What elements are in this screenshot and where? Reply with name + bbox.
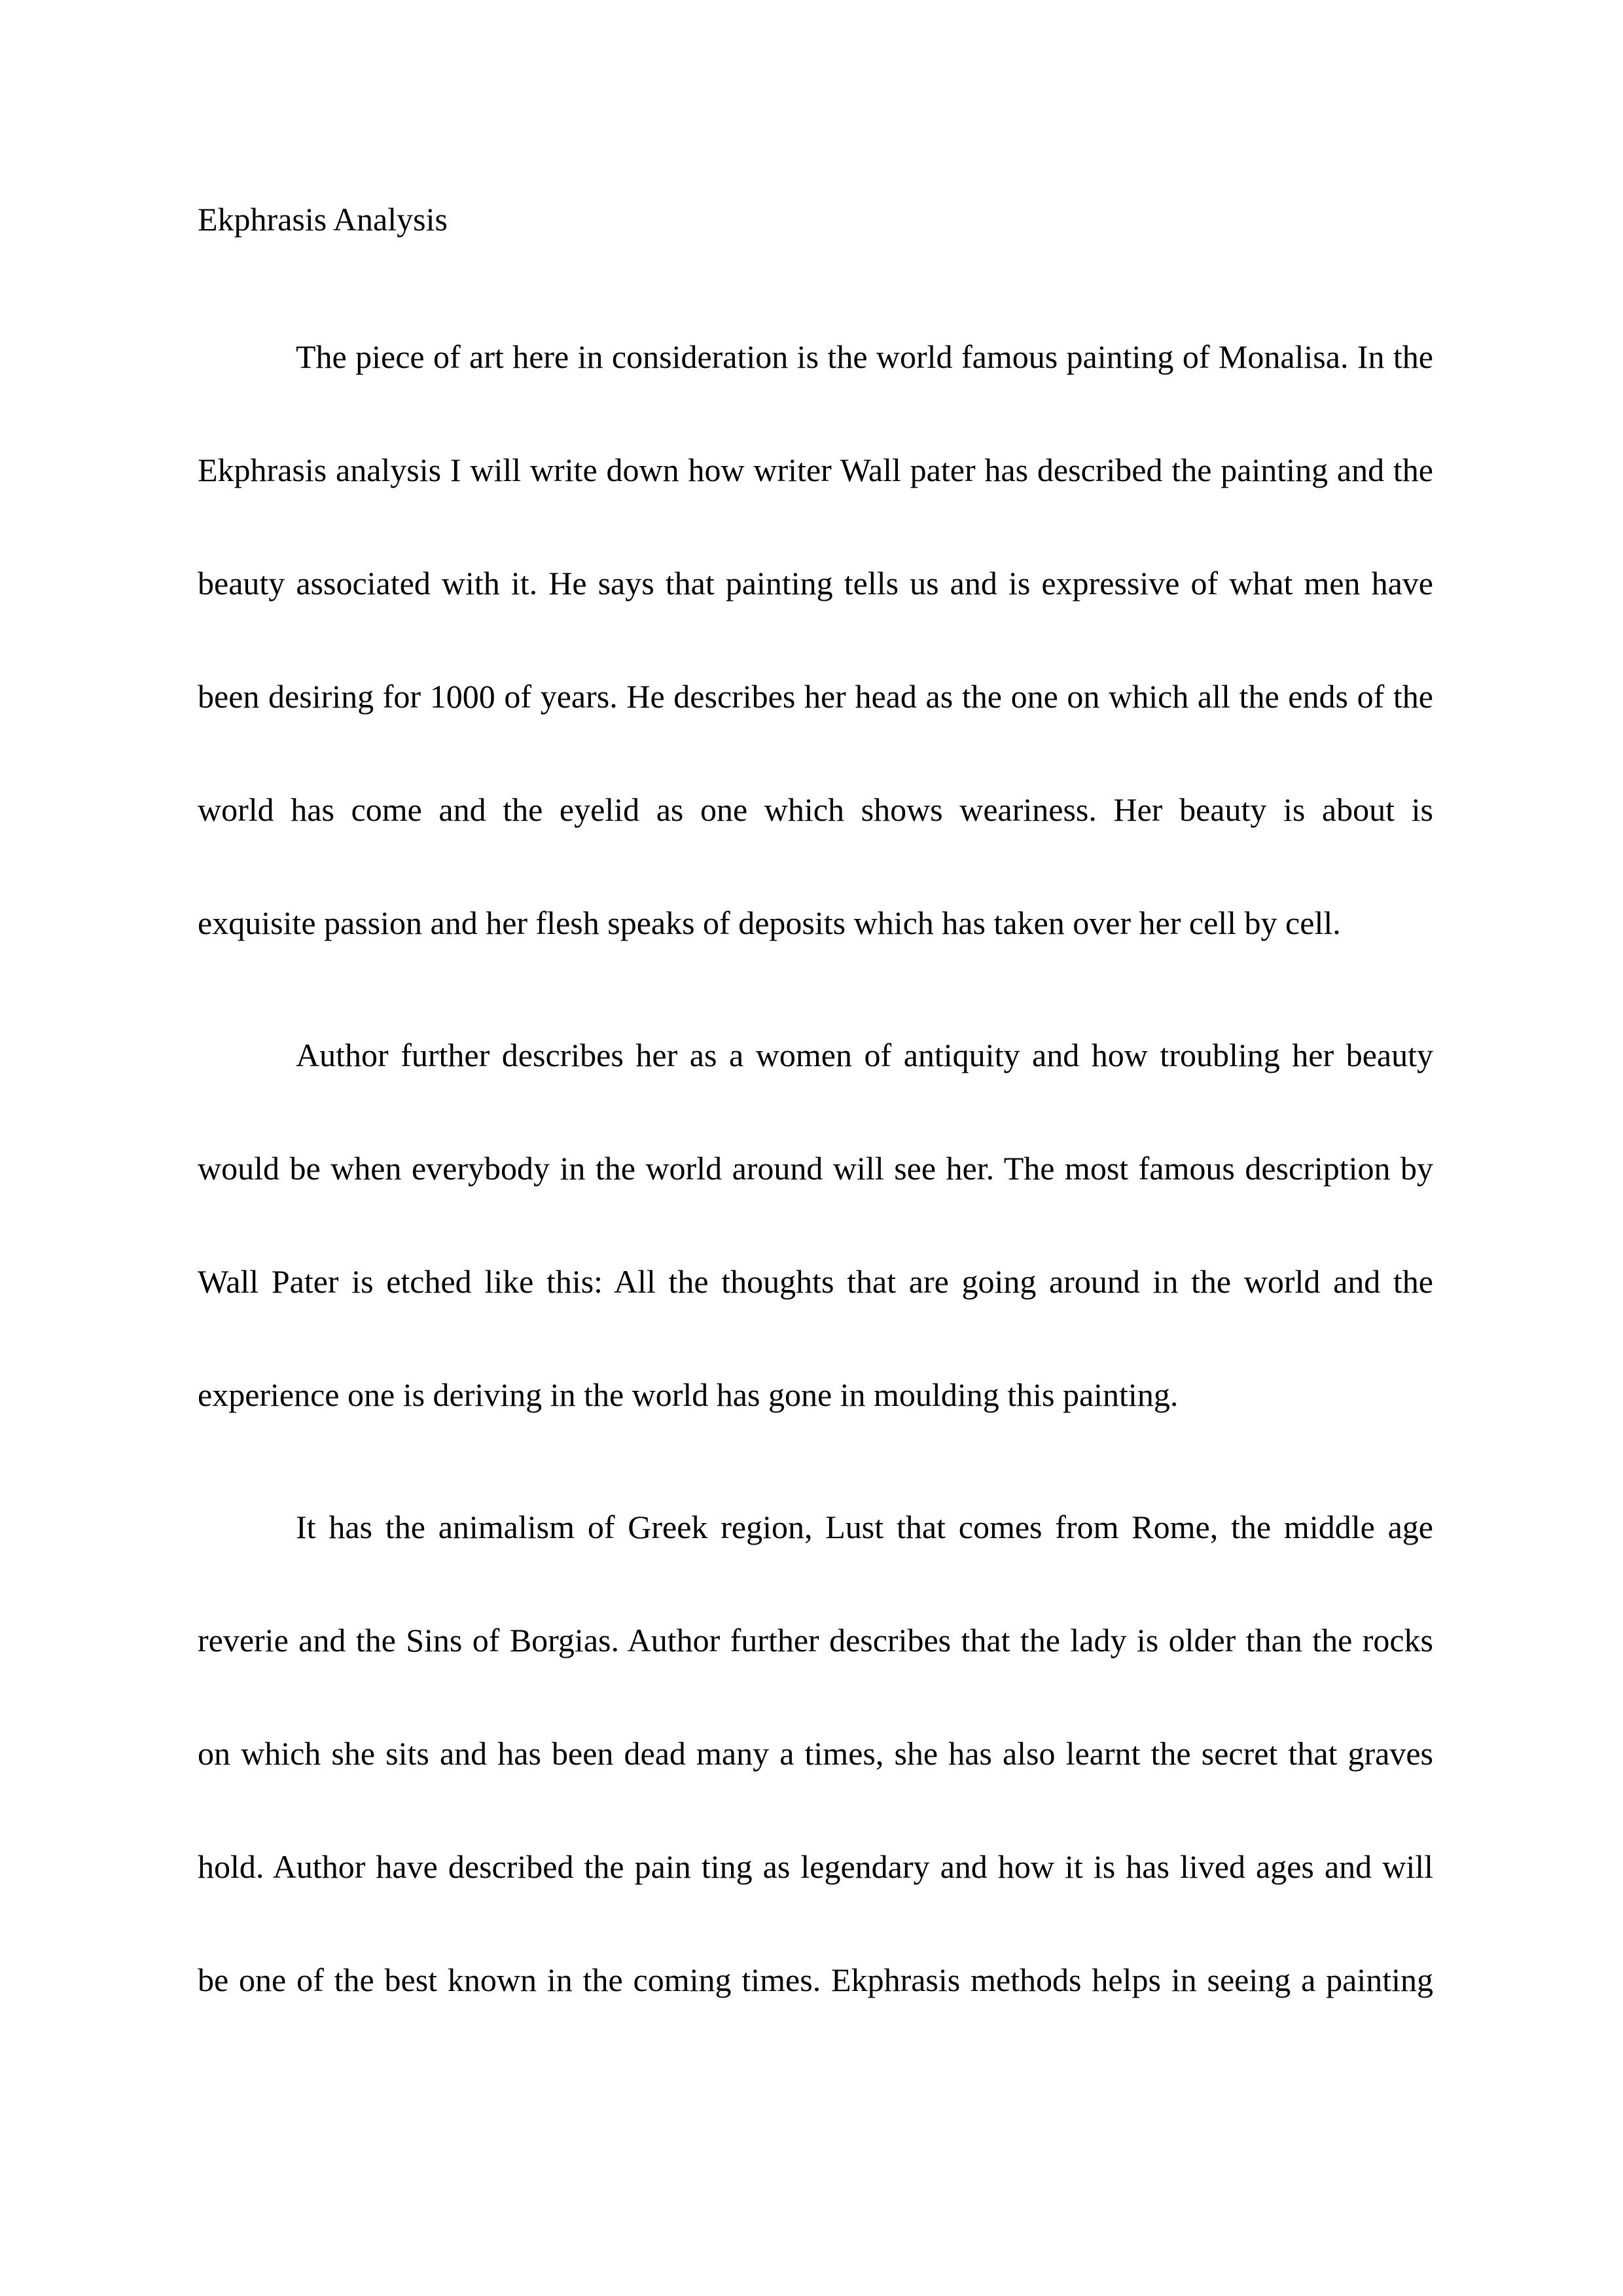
paragraph-2-line-4: experience one is deriving in the world has gone in moulding this painting. (198, 1376, 1179, 1413)
document-title: Ekphrasis Analysis (198, 201, 448, 238)
paragraph-3-line-4: hold. Author have described the pain ting as legendary and how it is has lived ages and will (198, 1848, 1433, 1885)
paragraph-1-line-6: exquisite passion and her flesh speaks of deposits which has taken over her cell by cell. (198, 905, 1341, 941)
paragraph-3-line-5: be one of the best known in the coming times. Ekphrasis methods helps in seeing a painting (198, 1962, 1433, 1998)
paragraph-3-line-2: reverie and the Sins of Borgias. Author further describes that the lady is older than the rocks (198, 1622, 1433, 1659)
paragraph-1-line-5: world has come and the eyelid as one which shows weariness. Her beauty is about is (198, 791, 1433, 828)
paragraph-2-line-1: Author further describes her as a women of antiquity and how troubling her beauty (296, 1037, 1433, 1073)
paragraph-1-line-3: beauty associated with it. He says that painting tells us and is expressive of what men have (198, 565, 1433, 601)
paragraph-1-line-4: been desiring for 1000 of years. He describes her head as the one on which all the ends of the (198, 678, 1433, 715)
paragraph-2-line-2: would be when everybody in the world around will see her. The most famous description by (198, 1150, 1433, 1187)
paragraph-2-line-3: Wall Pater is etched like this: All the thoughts that are going around in the world and the (198, 1263, 1433, 1300)
paragraph-1-line-2: Ekphrasis analysis I will write down how writer Wall pater has described the painting and the (198, 452, 1433, 488)
paragraph-3-line-1: It has the animalism of Greek region, Lust that comes from Rome, the middle age (296, 1509, 1433, 1545)
paragraph-3-line-3: on which she sits and has been dead many a times, she has also learnt the secret that graves (198, 1735, 1433, 1772)
paragraph-1-line-1: The piece of art here in consideration is the world famous painting of Monalisa. In the (296, 338, 1433, 375)
